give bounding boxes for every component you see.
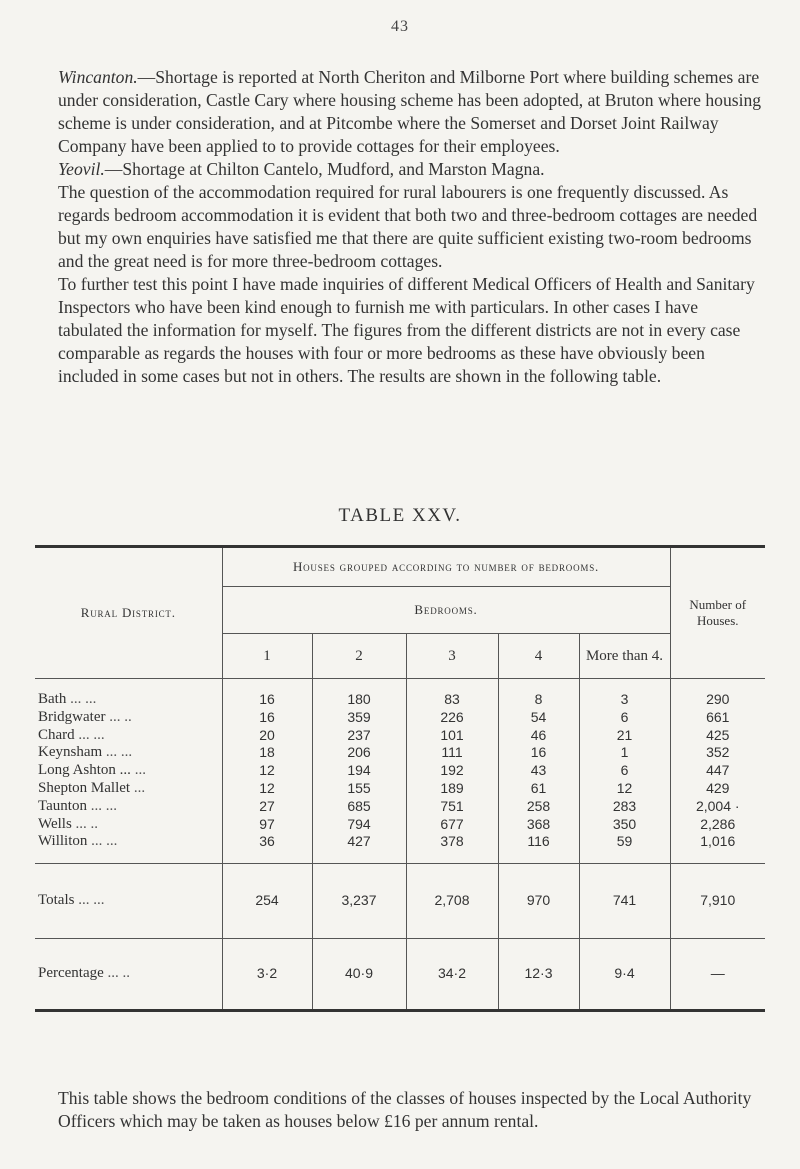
- cell: 2,286: [670, 816, 765, 834]
- district-name: Keynsham ... ...: [38, 744, 133, 761]
- cell: 970: [498, 864, 579, 939]
- cell: 741: [579, 864, 670, 939]
- cell: 3·2: [222, 939, 312, 1011]
- percentage-row: [35, 939, 765, 1011]
- cell: 18: [222, 744, 312, 762]
- place-name: Yeovil.: [58, 159, 105, 179]
- paragraph-accommodation: The question of the accommodation required for rural labourers is one frequently discussed. As regards bedroom accommodation it is evident that both two and three-bedroom cottages are needed but my own enquiries have satisfied me that there are quite sufficient existing two-room bedrooms and the great need is for more three-bedroom cottages.: [58, 182, 758, 271]
- paragraph-wincanton: [58, 66, 763, 158]
- cell: 751: [406, 798, 498, 816]
- cell: 12: [222, 762, 312, 780]
- cell: 16: [222, 691, 312, 709]
- table-row: [35, 780, 765, 798]
- body-text: [58, 66, 763, 388]
- cell: 206: [312, 744, 406, 762]
- cell: 2,004 ·: [670, 798, 765, 816]
- table-title: TABLE XXV.: [338, 505, 462, 526]
- cell: 83: [406, 691, 498, 709]
- table-row: [35, 833, 765, 851]
- table-row: [35, 727, 765, 745]
- cell: 254: [222, 864, 312, 939]
- cell: 794: [312, 816, 406, 834]
- header-bedrooms-4: 4: [498, 634, 579, 679]
- cell: 12: [222, 780, 312, 798]
- header-bedrooms-1: 1: [222, 634, 312, 679]
- cell: 3,237: [312, 864, 406, 939]
- paragraph-yeovil: [58, 158, 763, 181]
- cell: 40·9: [312, 939, 406, 1011]
- cell: 368: [498, 816, 579, 834]
- cell: 97: [222, 816, 312, 834]
- table-row: [35, 762, 765, 780]
- cell: 283: [579, 798, 670, 816]
- cell: 194: [312, 762, 406, 780]
- percentage-label: Percentage ... ..: [38, 965, 131, 982]
- cell: 290: [670, 691, 765, 709]
- cell: 350: [579, 816, 670, 834]
- cell: 237: [312, 727, 406, 745]
- cell: 3: [579, 691, 670, 709]
- district-name: Shepton Mallet ...: [38, 779, 146, 796]
- table-row: [35, 691, 765, 709]
- header-bedrooms-2: 2: [312, 634, 406, 679]
- cell: 12·3: [498, 939, 579, 1011]
- cell: 359: [312, 709, 406, 727]
- table-row: [35, 798, 765, 816]
- paragraph-inquiries: To further test this point I have made inquiries of different Medical Officers of Health and Sanitary Inspectors who have been kind enough to furnish me with particulars. In other cases I have tabulated the information for myself. The figures from the different districts are not in every case comparable as regards the houses with four or more bedrooms as these have obviously been included in some cases but not in others. The results are shown in the following table.: [58, 274, 755, 386]
- cell: 6: [579, 709, 670, 727]
- totals-label: Totals ... ...: [35, 864, 222, 939]
- header-bedrooms-more-than-4: More than 4.: [579, 634, 670, 679]
- cell: 677: [406, 816, 498, 834]
- cell: 1: [579, 744, 670, 762]
- header-number-of-houses: Number of Houses.: [670, 547, 765, 679]
- cell: 12: [579, 780, 670, 798]
- district-name: Bath ... ...: [38, 691, 97, 707]
- cell: 46: [498, 727, 579, 745]
- cell: 8: [498, 691, 579, 709]
- cell: 429: [670, 780, 765, 798]
- header-district: Rural District.: [35, 547, 222, 679]
- cell: 21: [579, 727, 670, 745]
- cell: 7,910: [670, 864, 765, 939]
- table-row: [35, 709, 765, 727]
- cell: 16: [222, 709, 312, 727]
- header-group: Houses grouped according to number of bedrooms.: [222, 547, 670, 587]
- cell: 425: [670, 727, 765, 745]
- cell: 192: [406, 762, 498, 780]
- district-name: Wells ... ..: [38, 815, 99, 832]
- cell: 6: [579, 762, 670, 780]
- district-name: Taunton ... ...: [38, 797, 117, 814]
- bedroom-table: [35, 545, 765, 1012]
- cell: 111: [406, 744, 498, 762]
- cell: 661: [670, 709, 765, 727]
- table-row: [35, 816, 765, 834]
- table-row: [35, 744, 765, 762]
- cell: 226: [406, 709, 498, 727]
- cell: 9·4: [579, 939, 670, 1011]
- cell: 61: [498, 780, 579, 798]
- paragraph-text: —Shortage is reported at North Cheriton and Milborne Port where building schemes are under consideration, Castle Cary where housing scheme has been adopted, at Bruton where housing scheme is under consideration, and at Pitcombe where the Somerset and Dorset Joint Railway Company have been applied to to provide cottages for their employees.: [58, 67, 762, 156]
- totals-row: [35, 864, 765, 939]
- place-name: Wincanton.: [58, 67, 138, 87]
- cell: 20: [222, 727, 312, 745]
- cell: 36: [222, 833, 312, 851]
- page-number: 43: [391, 18, 409, 35]
- header-bedrooms: Bedrooms.: [222, 587, 670, 634]
- header-bedrooms-3: 3: [406, 634, 498, 679]
- cell: 59: [579, 833, 670, 851]
- cell: 43: [498, 762, 579, 780]
- cell: 427: [312, 833, 406, 851]
- cell: 54: [498, 709, 579, 727]
- district-name: Bridgwater ... ..: [38, 708, 132, 725]
- cell: 16: [498, 744, 579, 762]
- district-name: Chard ... ...: [38, 726, 105, 743]
- cell: 27: [222, 798, 312, 816]
- cell: 2,708: [406, 864, 498, 939]
- cell: 189: [406, 780, 498, 798]
- district-name: Williton ... ...: [38, 833, 118, 850]
- cell: 116: [498, 833, 579, 851]
- cell: —: [670, 939, 765, 1011]
- cell: 352: [670, 744, 765, 762]
- cell: 685: [312, 798, 406, 816]
- cell: 258: [498, 798, 579, 816]
- cell: 101: [406, 727, 498, 745]
- cell: 180: [312, 691, 406, 709]
- cell: 155: [312, 780, 406, 798]
- cell: 447: [670, 762, 765, 780]
- district-name: Long Ashton ... ...: [38, 762, 146, 779]
- footer-text: This table shows the bedroom conditions of the classes of houses inspected by the Local Authority Officers which may be taken as houses below £16 per annum rental.: [58, 1088, 752, 1131]
- cell: 1,016: [670, 833, 765, 851]
- paragraph-text: —Shortage at Chilton Cantelo, Mudford, and Marston Magna.: [104, 159, 545, 179]
- cell: 34·2: [406, 939, 498, 1011]
- cell: 378: [406, 833, 498, 851]
